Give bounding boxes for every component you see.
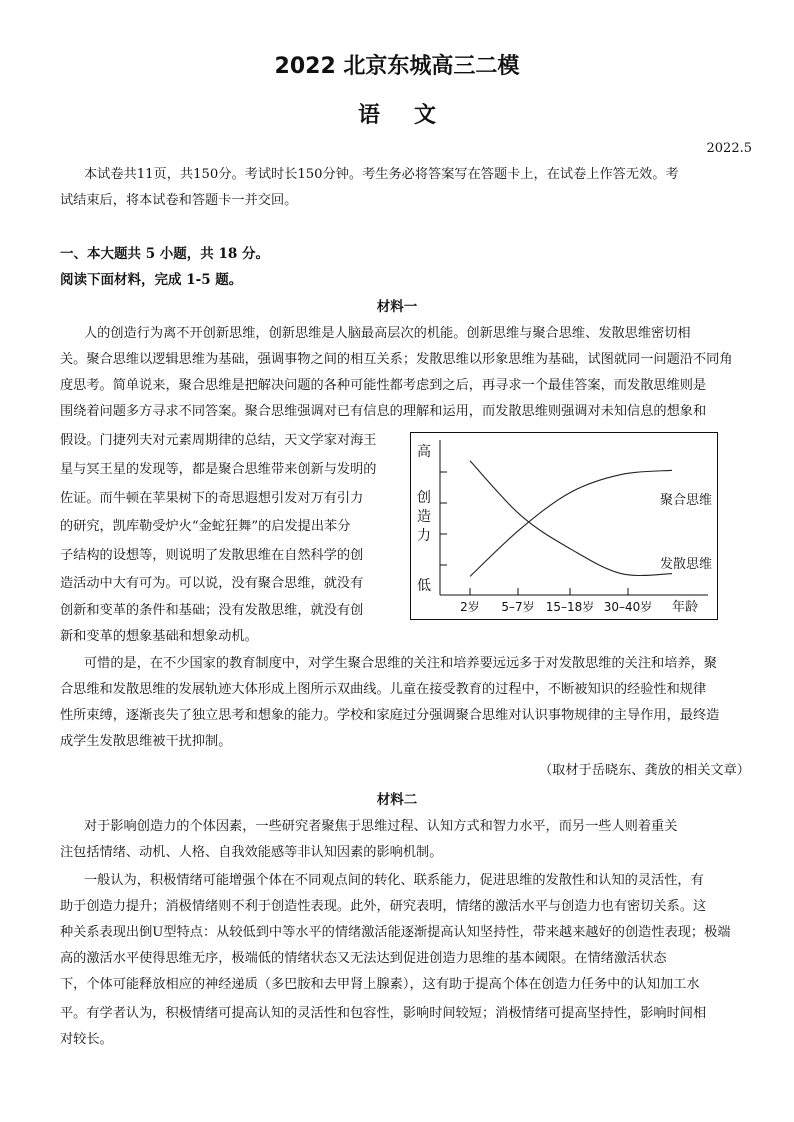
material-1-title: 材料一	[376, 299, 418, 315]
material-1-line: 的研究，凯库勒受炉火“金蛇狂舞”的启发提出苯分	[60, 519, 351, 534]
material-1-line: 创新和变革的条件和基础；没有发散思维，就没有创	[60, 603, 364, 618]
y-label-high: 高	[417, 444, 431, 460]
material-1-line: 性所束缚，逐渐丧失了独立思考和想象的能力。学校和家庭过分强调聚合思维对认识事物规律的主导作用，最终造	[60, 708, 720, 723]
material-1-line: 假设。门捷列夫对元素周期律的总结，天文学家对海王	[60, 433, 377, 448]
x-tick-label: 15–18岁	[545, 600, 595, 614]
material-1-line: 人的创造行为离不开创新思维，创新思维是人脑最高层次的机能。创新思维与聚合思维、发散思维密切相	[84, 326, 691, 341]
y-axis-label-char: 造	[417, 509, 431, 525]
subject-title: 语文	[357, 102, 470, 128]
material-2-line: 平。有学者认为，积极情绪可提高认知的灵活性和包容性，影响时间较短；消极情绪可提高坚持性，影响时间相	[60, 1006, 707, 1021]
material-1-source: （取材于岳晓东、龚放的相关文章）	[539, 763, 750, 778]
chart-frame	[411, 433, 718, 620]
material-2-line: 注包括情绪、动机、人格、自我效能感等非认知因素的影响机制。	[60, 845, 443, 860]
material-2-line: 助于创造力提升；消极情绪则不利于创造性表现。此外，研究表明，情绪的激活水平与创造力也有密切关系。这	[60, 899, 707, 914]
material-1-line: 子结构的设想等，则说明了发散思维在自然科学的创	[60, 548, 364, 563]
material-1-line: 星与冥王星的发现等，都是聚合思维带来创新与发明的	[60, 462, 377, 477]
instructions-line-1: 本试卷共11页，共150分。考试时长150分钟。考生务必将答案写在答题卡上，在试卷上作答无效。考	[84, 167, 679, 182]
material-2-title: 材料二	[376, 792, 418, 808]
legend-convergent: 聚合思维	[659, 493, 712, 508]
material-1-line: 可惜的是，在不少国家的教育制度中，对学生聚合思维的关注和培养要远远多于对发散思维的关注和培养，聚	[84, 656, 717, 671]
material-1-line: 关。聚合思维以逻辑思维为基础，强调事物之间的相互关系；发散思维以形象思维为基础，试图就同一问题沿不同角	[60, 352, 733, 367]
material-1-line: 合思维和发散思维的发展轨迹大体形成上图所示双曲线。儿童在接受教育的过程中，不断被知识的经验性和规律	[60, 682, 707, 697]
material-1-line: 度思考。简单说来，聚合思维是把解决问题的各种可能性都考虑到之后，再寻求一个最佳答案，而发散思维则是	[60, 378, 707, 393]
series-line-convergent	[470, 470, 672, 576]
series-line-divergent	[470, 461, 672, 576]
material-2-line: 下，个体可能释放相应的神经递质（多巴胺和去甲肾上腺素），这有助于提高个体在创造力任务中的认知加工水	[60, 977, 700, 992]
material-1-line: 佐证。而牛顿在苹果树下的奇思遐想引发对万有引力	[60, 491, 364, 506]
section-heading: 一、本大题共 5 小题，共 18 分。	[60, 246, 269, 262]
exam-date: 2022.5	[706, 141, 752, 156]
material-2-line: 一般认为，积极情绪可能增强个体在不同观点间的转化、联系能力，促进思维的发散性和认知的灵活性，有	[84, 873, 704, 888]
material-2-line: 对较长。	[60, 1032, 113, 1047]
exam-title: 2022 北京东城高三二模	[274, 54, 520, 79]
y-axis-label-char: 力	[417, 528, 431, 544]
material-1-line: 新和变革的想象基础和想象动机。	[60, 629, 258, 644]
y-axis-label	[417, 489, 431, 544]
material-1-line: 造活动中大有可为。可以说，没有聚合思维，就没有	[60, 576, 364, 591]
x-tick-label: 5–7岁	[501, 600, 535, 614]
material-2-line: 高的激活水平使得思维无序，极端低的情绪状态又无法达到促进创造力思维的基本阈限。在情绪激活状态	[60, 951, 667, 966]
material-1-line: 成学生发散思维被干扰抑制。	[60, 734, 232, 749]
creativity-chart	[410, 432, 718, 620]
legend-divergent: 发散思维	[659, 557, 712, 572]
x-tick-label: 2岁	[460, 600, 480, 614]
instructions-line-2: 试结束后，将本试卷和答题卡一并交回。	[60, 193, 298, 208]
section-prompt: 阅读下面材料，完成 1-5 题。	[60, 272, 243, 288]
material-2-line: 种关系表现出倒U型特点：从较低到中等水平的情绪激活能逐渐提高认知坚持性，带来越来越好的创造性表现；极端	[60, 925, 731, 940]
material-2-line: 对于影响创造力的个体因素，一些研究者聚焦于思维过程、认知方式和智力水平，而另一些人则着重关	[84, 819, 678, 834]
x-axis-label: 年龄	[672, 600, 699, 615]
y-axis-label-char: 创	[417, 490, 431, 506]
material-1-line: 围绕着问题多方寻求不同答案。聚合思维强调对已有信息的理解和运用，而发散思维则强调对未知信息的想象和	[60, 404, 707, 419]
y-label-low: 低	[417, 578, 431, 594]
x-tick-label: 30–40岁	[603, 600, 653, 614]
